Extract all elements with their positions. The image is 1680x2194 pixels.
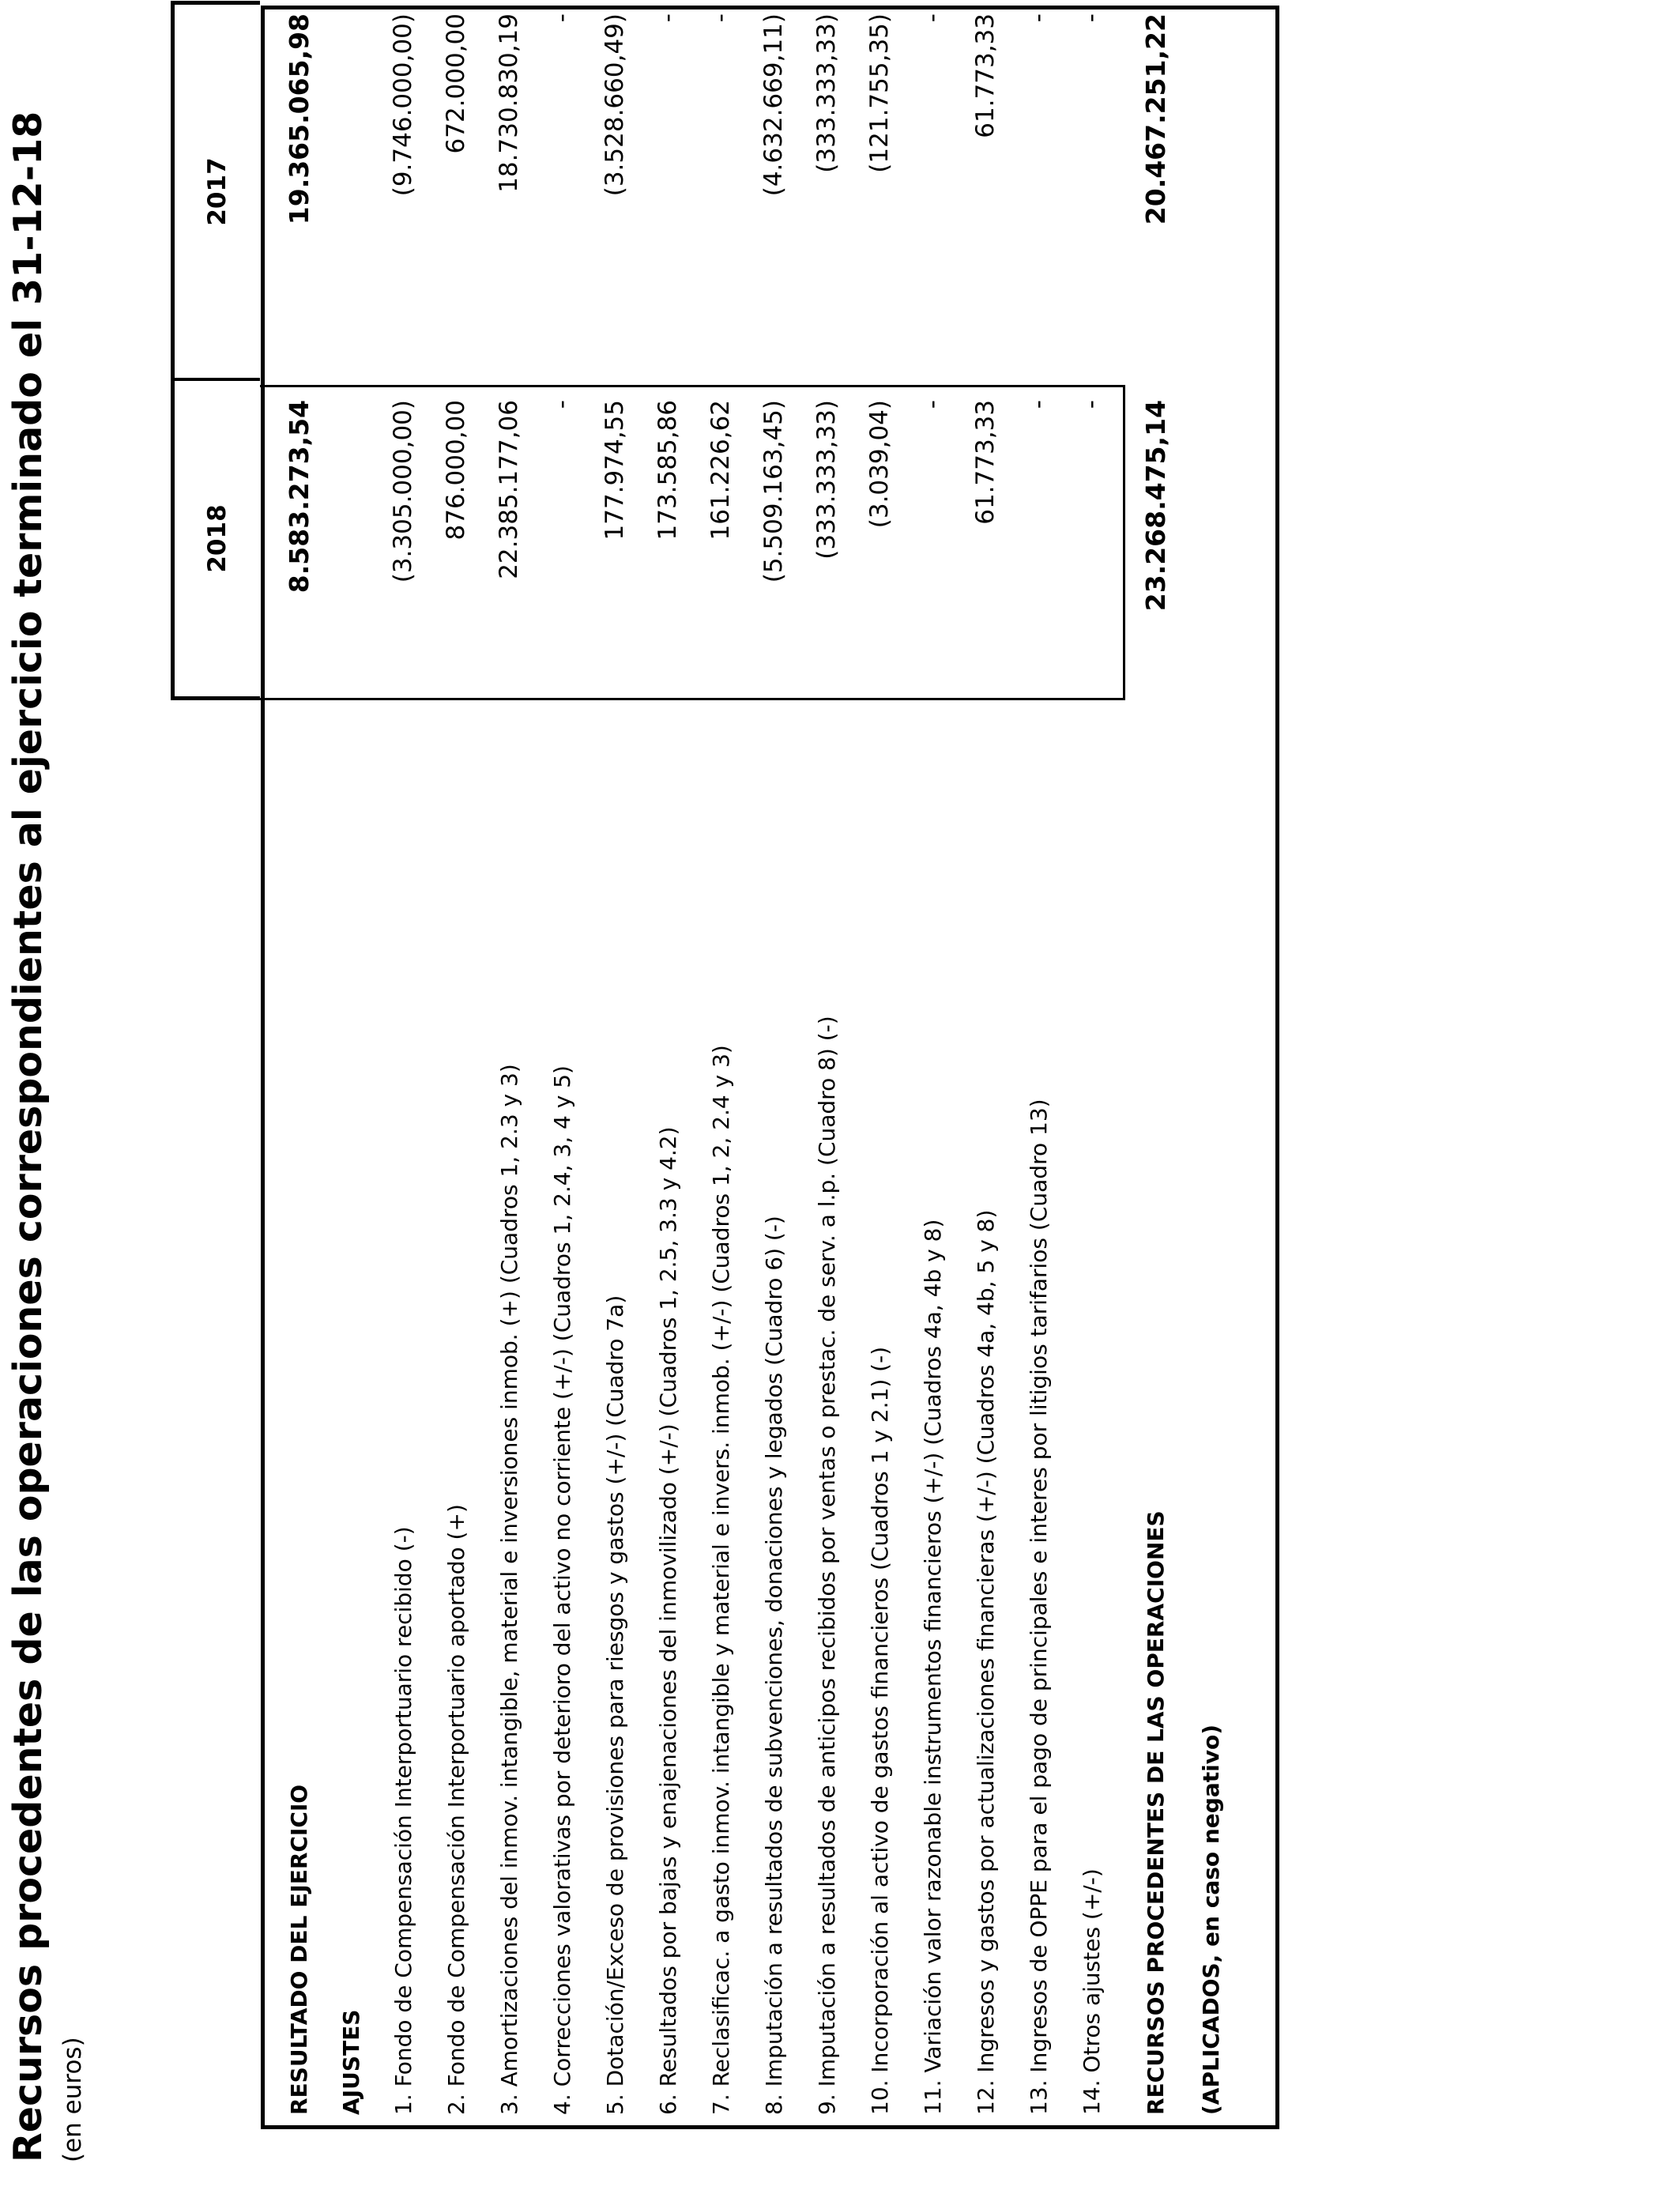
table-row [484,0,534,2194]
value-2018: 177.974,55 [601,400,629,541]
value-2017: (121.755,35) [865,13,894,173]
value-2018: 876.000,00 [442,400,470,541]
row-label: RECURSOS PROCEDENTES DE LAS OPERACIONES [1142,1510,1169,2115]
value-2017: 672.000,00 [442,13,470,154]
table-row [1066,0,1117,2194]
row-label: 12. Ingresos y gastos por actualizaciones financieras (+/-) (Cuadros 4a, 4b, 5 y 8) [972,1209,999,2115]
table-row [854,0,905,2194]
table-row [537,0,587,2194]
value-2017: (9.746.000,00) [389,13,417,197]
table-row [1013,0,1064,2194]
table-row [1185,0,1236,2194]
value-2017: - [548,13,576,23]
row-label: 1. Fondo de Compensación Interportuario recibido (-) [390,1526,416,2115]
value-2018: - [548,400,576,409]
row-label: 3. Amortizaciones del inmov. intangible, material e inversiones inmob. (+) (Cuadros 1, 2.3 y 3) [495,1064,522,2115]
value-2017: 20.467.251,22 [1139,13,1171,225]
page-subtitle: (en euros) [58,2037,87,2162]
row-label: 14. Otros ajustes (+/-) [1078,1868,1105,2115]
table-row [590,0,640,2194]
table-row [642,0,693,2194]
value-2018: - [918,400,947,409]
value-2017: - [918,13,947,23]
page-title: Recursos procedentes de las operaciones correspondientes al ejercicio terminado el 31-12-18 [6,111,51,2162]
table-row [801,0,852,2194]
value-2018: (3.305.000,00) [389,400,417,583]
row-label: 7. Reclasificac. a gasto inmov. intangible y material e invers. inmob. (+/-) (Cuadros 1, 2, 2.4 y 3) [707,1045,734,2115]
table-row [431,0,481,2194]
value-2018: 161.226,62 [706,400,735,541]
table-row [1130,0,1181,2194]
row-label: 10. Incorporación al activo de gastos financieros (Cuadros 1 y 2.1) (-) [866,1346,893,2115]
row-label: 2. Fondo de Compensación Interportuario aportado (+) [443,1504,469,2115]
value-2018: (5.509.163,45) [759,400,788,583]
value-2017: 18.730.830,19 [495,13,523,193]
row-label: 13. Ingresos de OPPE para el pago de principales e interes por litigios tarifarios (Cuadro 13) [1025,1099,1052,2115]
value-2017: - [1024,13,1053,23]
row-label: 4. Correcciones valorativas por deterioro del activo no corriente (+/-) (Cuadros 1, 2.4, 3, 4 y 5) [548,1065,575,2115]
column-header-2018: 2018 [175,378,260,696]
value-2017: (4.632.669,11) [759,13,788,197]
value-2017: (3.528.660,49) [601,13,629,197]
value-2018: (3.039,04) [865,400,894,529]
value-2017: 61.773,33 [971,13,1000,138]
value-2017: (333.333,33) [812,13,841,173]
row-label: 8. Imputación a resultados de subvenciones, donaciones y legados (Cuadro 6) (-) [760,1216,787,2115]
value-2017: - [706,13,735,23]
value-2017: 19.365.065,98 [283,13,315,225]
value-2018: 61.773,33 [971,400,1000,525]
row-label: (APLICADOS, en caso negativo) [1197,1724,1224,2115]
table-row [695,0,746,2194]
value-2018: - [1077,400,1106,409]
table-row [378,0,428,2194]
table-row [960,0,1011,2194]
table-row [273,0,324,2194]
value-2017: - [654,13,682,23]
value-2018: 23.268.475,14 [1139,400,1171,612]
value-2018: 173.585,86 [654,400,682,541]
row-label: AJUSTES [337,2009,364,2115]
value-2018: 8.583.273,54 [283,400,315,594]
value-2018: (333.333,33) [812,400,841,560]
year-header [171,1,260,700]
row-label: 11. Variación valor razonable instrumentos financieros (+/-) (Cuadros 4a, 4b y 8) [919,1219,946,2115]
row-label: 5. Dotación/Exceso de provisiones para riesgos y gastos (+/-) (Cuadro 7a) [601,1295,628,2115]
value-2017: - [1077,13,1106,23]
row-label: RESULTADO DEL EJERCICIO [285,1784,312,2115]
table-row [748,0,799,2194]
row-label: 9. Imputación a resultados de anticipos recibidos por ventas o prestac. de serv. a l.p. (Cuadro 8) (-) [813,1016,840,2115]
table-row [907,0,958,2194]
table-row [326,0,376,2194]
value-2018: 22.385.177,06 [495,400,523,579]
column-header-2017: 2017 [203,157,232,226]
row-label: 6. Resultados por bajas y enajenaciones del inmovilizado (+/-) (Cuadros 1, 2.5, 3.3 y 4.2) [654,1126,681,2115]
value-2018: - [1024,400,1053,409]
